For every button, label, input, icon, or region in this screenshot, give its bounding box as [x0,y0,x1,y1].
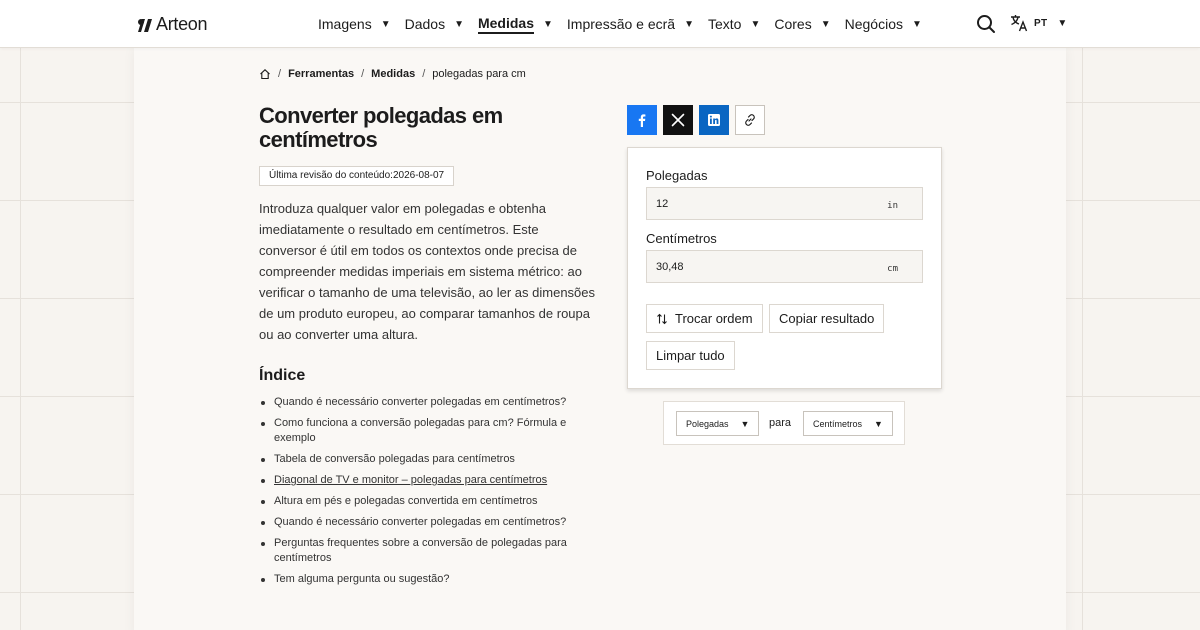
toc-item-label: Diagonal de TV e monitor – polegadas para centímetros [274,474,548,486]
inches-label: Polegadas [646,168,708,183]
toc-item-label: Quando é necessário converter polegadas em centímetros? [274,396,567,408]
revision-badge: Última revisão do conteúdo:2026-08-07 [259,166,454,186]
facebook-icon [635,113,649,127]
swap-icon [656,313,668,325]
main-nav [318,0,936,48]
breadcrumb-current: polegadas para cm [432,68,526,80]
share-linkedin-button[interactable] [699,105,729,135]
x-icon [671,113,685,127]
caret-down-icon: ▼ [684,18,694,30]
caret-down-icon: ▼ [1057,17,1068,29]
brand-logo[interactable] [137,14,207,35]
to-unit-select[interactable] [803,411,893,436]
unit-connector: para [769,417,792,429]
nav-label: Dados [404,16,446,32]
toc-item[interactable] [259,395,579,410]
nav-item-dados[interactable] [405,0,464,48]
breadcrumb [259,68,526,80]
toc-item[interactable] [259,572,579,587]
top-bar [0,0,1200,48]
nav-item-impressao[interactable] [567,0,694,48]
table-of-contents [259,395,579,593]
toc-item-label: Perguntas frequentes sobre a conversão de polegadas para centímetros [274,537,567,564]
to-unit-value: Centímetros [813,418,863,429]
caret-down-icon: ▼ [380,18,391,30]
nav-label: Impressão e ecrã [566,16,676,32]
toc-item[interactable] [259,416,579,446]
share-x-button[interactable] [663,105,693,135]
inches-field [646,187,923,220]
language-code: PT [1034,17,1048,29]
home-icon[interactable] [259,68,271,80]
caret-down-icon: ▼ [454,18,464,30]
nav-label: Medidas [478,15,534,34]
breadcrumb-medidas[interactable]: Medidas [371,68,416,80]
caret-down-icon: ▼ [874,418,883,429]
logo-icon [137,17,153,33]
share-facebook-button[interactable] [627,105,657,135]
caret-down-icon: ▼ [912,18,922,30]
nav-label: Cores [774,16,812,32]
nav-item-cores[interactable] [774,0,830,48]
search-icon [975,13,997,35]
toc-item-label: Altura em pés e polegadas convertida em centímetros [274,495,538,507]
toc-item-label: Tabela de conversão polegadas para centímetros [274,453,515,465]
from-unit-value: Polegadas [686,418,729,429]
centimeters-input[interactable] [647,251,877,282]
language-selector[interactable] [1010,14,1067,32]
toc-item-label: Quando é necessário converter polegadas em centímetros? [274,516,567,528]
toc-item[interactable] [259,494,579,509]
swap-order-label: Trocar ordem [675,311,753,326]
clear-all-button[interactable]: Limpar tudo [646,341,735,370]
breadcrumb-ferramentas[interactable]: Ferramentas [288,68,355,80]
centimeters-label: Centímetros [646,231,717,246]
toc-item[interactable] [259,536,579,566]
nav-item-texto[interactable] [708,0,760,48]
toc-item[interactable] [259,473,579,488]
nav-item-medidas[interactable] [478,0,553,48]
inches-input[interactable] [647,188,877,219]
nav-item-imagens[interactable] [318,0,391,48]
copy-link-button[interactable] [735,105,765,135]
inches-unit: in [887,201,898,211]
caret-down-icon: ▼ [750,18,761,30]
toc-item-label: Tem alguma pergunta ou sugestão? [274,573,450,585]
toc-item[interactable] [259,515,579,530]
toc-title: Índice [259,367,306,384]
translate-icon [1010,14,1028,32]
toc-item[interactable] [259,452,579,467]
centimeters-unit: cm [887,264,898,274]
brand-name: Arteon [156,14,208,34]
nav-label: Texto [707,16,742,32]
breadcrumb-separator: / [278,68,282,80]
caret-down-icon: ▼ [820,18,831,30]
toc-item-label: Como funciona a conversão polegadas para cm? Fórmula e exemplo [274,417,567,444]
swap-order-button[interactable] [646,304,763,333]
link-icon [743,113,757,127]
nav-label: Imagens [318,16,372,32]
copy-result-button[interactable]: Copiar resultado [769,304,884,333]
nav-item-negocios[interactable] [845,0,922,48]
from-unit-select[interactable] [676,411,759,436]
nav-label: Negócios [844,16,903,32]
unit-selector-bar [663,401,905,445]
breadcrumb-separator: / [422,68,426,80]
linkedin-icon [707,113,721,127]
caret-down-icon: ▼ [740,418,750,429]
intro-paragraph: Introduza qualquer valor em polegadas e obtenha imediatamente o resultado em centímetros. Este conversor é útil em todos os contextos onde precisa de compreender medidas imperiais em sistema métrico: ao verificar o tamanho de uma televisão, ao ler as dimensões de um produto europeu, ao comparar tamanhos de roupa ou ao converter uma altura. [259,201,596,342]
breadcrumb-separator: / [361,68,365,80]
search-button[interactable] [975,13,997,35]
share-buttons [627,105,765,135]
centimeters-field [646,250,923,283]
caret-down-icon: ▼ [543,18,553,30]
page-title: Converter polegadas em centímetros [259,103,503,152]
converter-card [627,147,942,389]
